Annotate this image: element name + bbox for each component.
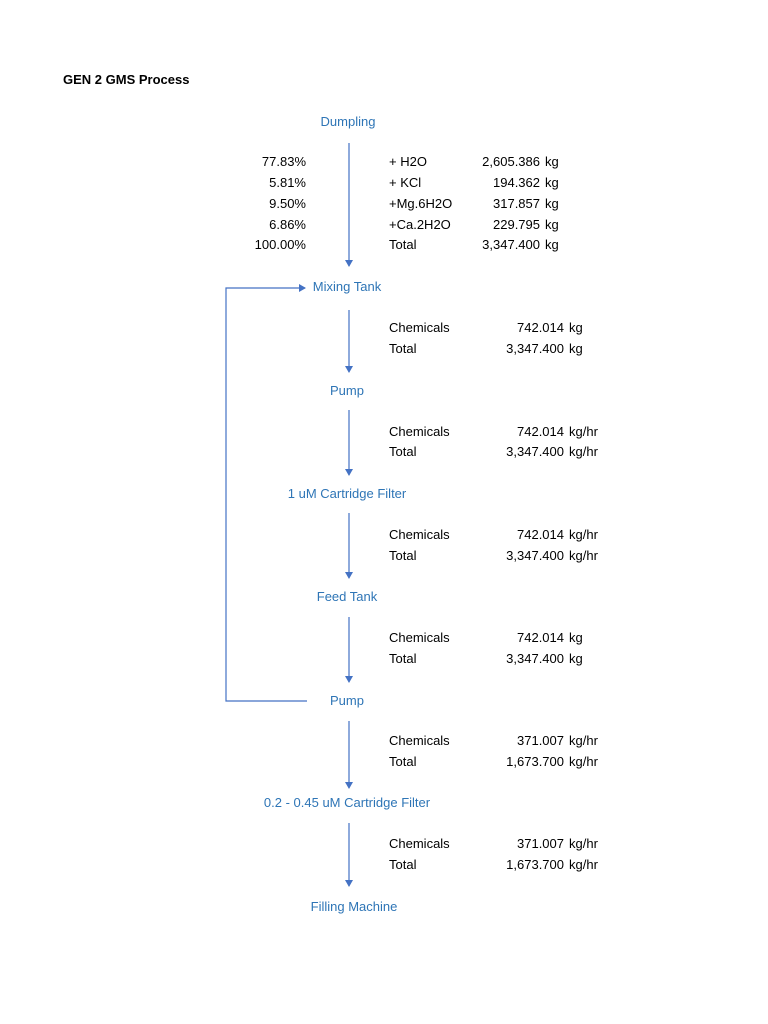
flow-chemicals-label: Chemicals bbox=[389, 320, 450, 335]
flow-chemicals-amount: 371.007 bbox=[517, 733, 564, 748]
composition-unit: kg bbox=[545, 154, 559, 169]
flow-total-unit: kg/hr bbox=[569, 548, 598, 563]
flow-total-amount: 3,347.400 bbox=[506, 341, 564, 356]
composition-amount: 2,605.386 bbox=[482, 154, 540, 169]
composition-unit: kg bbox=[545, 175, 559, 190]
composition-label: +Ca.2H2O bbox=[389, 217, 451, 232]
composition-label: + KCl bbox=[389, 175, 422, 190]
flow-total-unit: kg bbox=[569, 651, 583, 666]
node-fine-cartridge-filter: 0.2 - 0.45 uM Cartridge Filter bbox=[263, 795, 431, 810]
composition-percent: 100.00% bbox=[254, 237, 306, 252]
flow-total-label: Total bbox=[389, 651, 417, 666]
flow-total-amount: 3,347.400 bbox=[506, 651, 564, 666]
flow-total-amount: 1,673.700 bbox=[506, 857, 564, 872]
flow-total-unit: kg/hr bbox=[569, 444, 598, 459]
composition-amount: 317.857 bbox=[493, 196, 540, 211]
composition-amount: 194.362 bbox=[493, 175, 540, 190]
node-pump-2: Pump bbox=[330, 693, 364, 708]
flow-chemicals-unit: kg/hr bbox=[569, 836, 598, 851]
flow-chemicals-amount: 742.014 bbox=[517, 424, 564, 439]
flow-chemicals-label: Chemicals bbox=[389, 630, 450, 645]
flow-total-label: Total bbox=[389, 548, 417, 563]
flow-total-label: Total bbox=[389, 754, 417, 769]
flow-chemicals-label: Chemicals bbox=[389, 836, 450, 851]
flow-chemicals-label: Chemicals bbox=[389, 733, 450, 748]
flow-chemicals-amount: 742.014 bbox=[517, 320, 564, 335]
flow-chemicals-label: Chemicals bbox=[389, 424, 450, 439]
composition-percent: 5.81% bbox=[269, 175, 306, 190]
flow-total-label: Total bbox=[389, 857, 417, 872]
page-title: GEN 2 GMS Process bbox=[63, 72, 190, 87]
flow-total-amount: 3,347.400 bbox=[506, 444, 564, 459]
flow-chemicals-unit: kg bbox=[569, 630, 583, 645]
flow-chemicals-amount: 371.007 bbox=[517, 836, 564, 851]
node-mixing-tank: Mixing Tank bbox=[312, 279, 382, 294]
flow-chemicals-label: Chemicals bbox=[389, 527, 450, 542]
flow-total-unit: kg bbox=[569, 341, 583, 356]
flow-total-unit: kg/hr bbox=[569, 857, 598, 872]
composition-percent: 6.86% bbox=[269, 217, 306, 232]
flow-chemicals-unit: kg/hr bbox=[569, 424, 598, 439]
composition-amount: 3,347.400 bbox=[482, 237, 540, 252]
flow-total-label: Total bbox=[389, 444, 417, 459]
node-pump: Pump bbox=[330, 383, 364, 398]
node-1um-cartridge-filter: 1 uM Cartridge Filter bbox=[287, 486, 407, 501]
composition-amount: 229.795 bbox=[493, 217, 540, 232]
flow-chemicals-amount: 742.014 bbox=[517, 527, 564, 542]
composition-percent: 77.83% bbox=[261, 154, 306, 169]
flow-total-label: Total bbox=[389, 341, 417, 356]
flow-chemicals-unit: kg/hr bbox=[569, 527, 598, 542]
node-filling-machine: Filling Machine bbox=[310, 899, 398, 914]
node-dumpling: Dumpling bbox=[320, 114, 376, 129]
composition-label: Total bbox=[389, 237, 417, 252]
composition-percent: 9.50% bbox=[269, 196, 306, 211]
flow-chemicals-amount: 742.014 bbox=[517, 630, 564, 645]
flow-total-amount: 1,673.700 bbox=[506, 754, 564, 769]
composition-unit: kg bbox=[545, 196, 559, 211]
flow-chemicals-unit: kg/hr bbox=[569, 733, 598, 748]
composition-unit: kg bbox=[545, 237, 559, 252]
composition-unit: kg bbox=[545, 217, 559, 232]
flow-chemicals-unit: kg bbox=[569, 320, 583, 335]
flow-total-amount: 3,347.400 bbox=[506, 548, 564, 563]
node-feed-tank: Feed Tank bbox=[316, 589, 378, 604]
composition-label: + H2O bbox=[389, 154, 427, 169]
composition-label: +Mg.6H2O bbox=[389, 196, 453, 211]
flow-total-unit: kg/hr bbox=[569, 754, 598, 769]
